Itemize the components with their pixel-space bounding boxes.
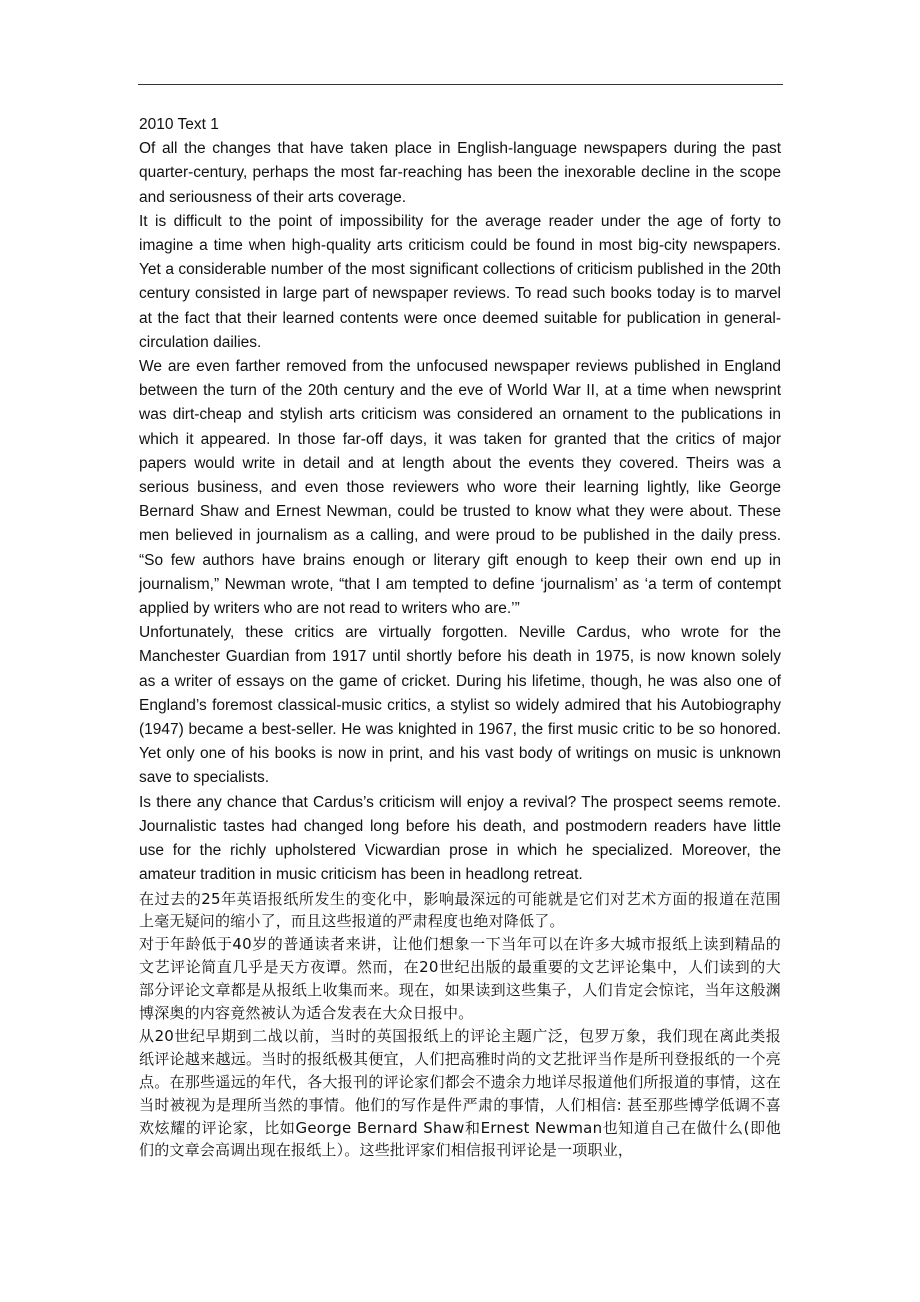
english-paragraph: It is difficult to the point of impossibility for the average reader under the age of forty to imagine a time when high-quality arts criticism could be found in most big-city newspapers. Yet a considerable number of the most significant collections of criticism published in the 20th century consisted in large part of newspaper reviews. To read such books today is to marvel at the fact that their learned contents were once deemed suitable for publication in general-circulation dailies. bbox=[139, 212, 781, 351]
document-title: 2010 Text 1 bbox=[139, 116, 219, 133]
chinese-paragraph: 从20世纪早期到二战以前，当时的英国报纸上的评论主题广泛，包罗万象，我们现在离此类报纸评论越来越远。当时的报纸极其便宜，人们把高雅时尚的文艺批评当作是所刊登报纸的一个亮点。在那些遥远的年代，各大报刊的评论家们都会不遗余力地详尽报道他们所报道的事情，这在当时被视为是理所当然的事情。他们的写作是件严肃的事情，人们相信: 甚至那些博学低调不喜欢炫耀的评论家，比如George Bernard Shaw和Ernest Newman也知道自己在做什么(即他们的文章会高调出现在报纸上）。这些批评家们相信报刊评论是一项职业， bbox=[139, 1026, 781, 1160]
chinese-paragraph: 对于年龄低于40岁的普通读者来讲，让他们想象一下当年可以在许多大城市报纸上读到精品的文艺评论简直几乎是天方夜谭。然而，在20世纪出版的最重要的文艺评论集中，人们读到的大部分评论文章都是从报纸上收集而来。现在，如果读到这些集子，人们肯定会惊诧，当年这般渊博深奥的内容竟然被认为适合发表在大众日报中。 bbox=[139, 935, 781, 1023]
english-paragraph: Unfortunately, these critics are virtually forgotten. Neville Cardus, who wrote for the Manchester Guardian from 1917 until shortly before his death in 1975, is now known solely as a writer of essays on the game of cricket. During his lifetime, though, he was also one of England’s foremost classical-music critics, a stylist so widely admired that his Autobiography (1947) became a best-seller. He was knighted in 1967, the first music critic to be so honored. Yet only one of his books is now in print, and his vast body of writings on music is unknown save to specialists. bbox=[139, 624, 781, 787]
english-paragraph: We are even farther removed from the unfocused newspaper reviews published in England between the turn of the 20th century and the eve of World War II, at a time when newsprint was dirt-cheap and stylish arts criticism was considered an ornament to the publications in which it appeared. In those far-off days, it was taken for granted that the critics of major papers would write in detail and at length about the events they covered. Theirs was a serious business, and even those reviewers who wore their learning lightly, like George Bernard Shaw and Ernest Newman, could be trusted to know what they were about. These men believed in journalism as a calling, and were proud to be published in the daily press. “So few authors have brains enough or literary gift enough to keep their own end up in journalism,” Newman wrote, “that I am tempted to define ‘journalism’ as ‘a term of contempt applied by writers who are not read to writers who are.’” bbox=[139, 358, 781, 618]
english-paragraph: Of all the changes that have taken place in English-language newspapers during the past quarter-century, perhaps the most far-reaching has been the inexorable decline in the scope and seriousness of their arts coverage. bbox=[139, 140, 781, 206]
english-paragraph: Is there any chance that Cardus’s criticism will enjoy a revival? The prospect seems remote. Journalistic tastes had changed long before his death, and postmodern readers have little use for the richly upholstered Vicwardian prose in which he specialized. Moreover, the amateur tradition in music criticism has been in headlong retreat. bbox=[139, 793, 781, 884]
header-divider bbox=[138, 84, 783, 85]
document-body bbox=[139, 113, 781, 1162]
chinese-paragraph: 在过去的25年英语报纸所发生的变化中，影响最深远的可能就是它们对艺术方面的报道在范围上毫无疑问的缩小了，而且这些报道的严肃程度也绝对降低了。 bbox=[139, 889, 781, 931]
